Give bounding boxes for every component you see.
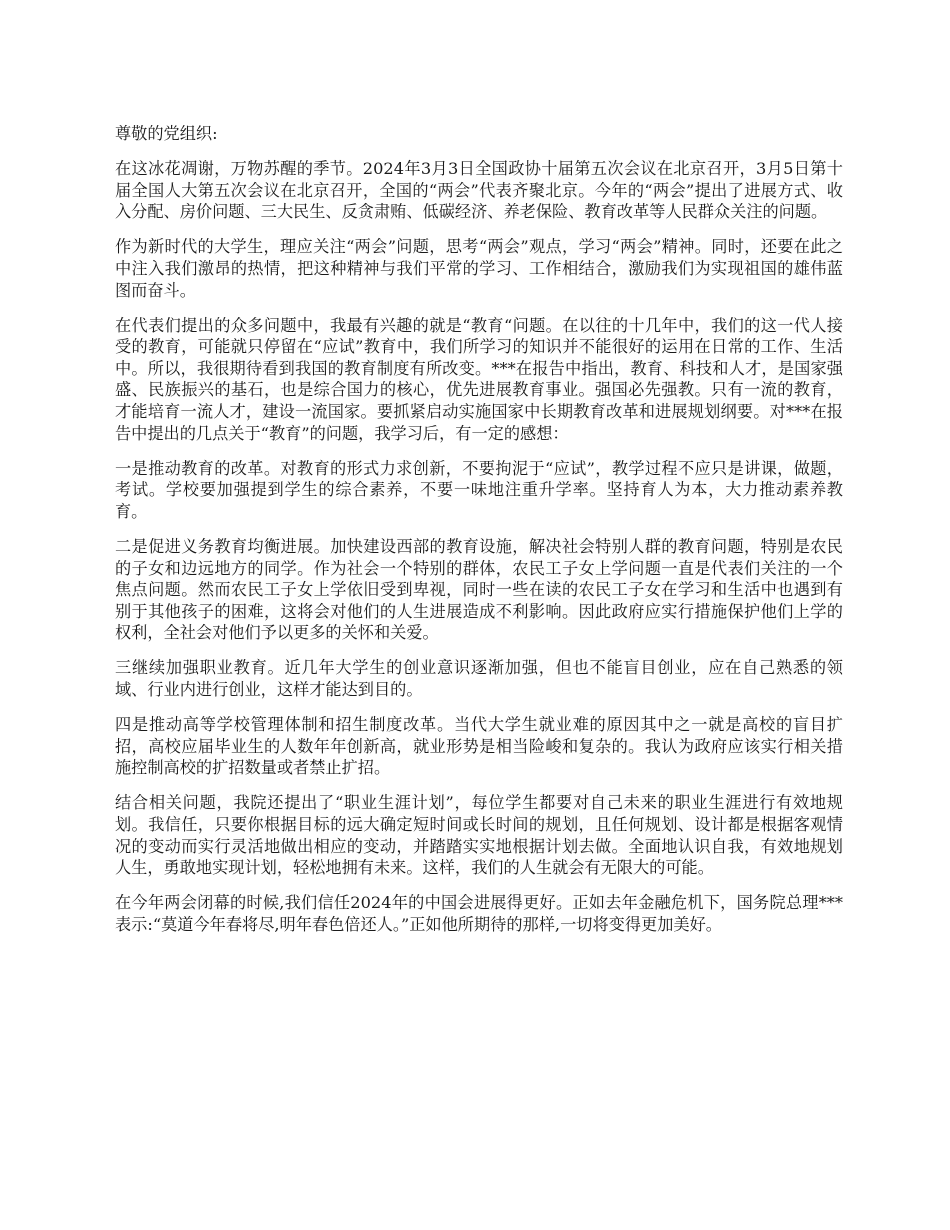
paragraph-intro: 在这冰花凋谢，万物苏醒的季节。2024年3月3日全国政协十届第五次会议在北京召开，3月5日第十届全国人大第五次会议在北京召开，全国的“两会”代表齐聚北京。今年的“两会”提出了进展方式、收入分配、房价问题、三大民生、反贪肃贿、低碳经济、养老保险、教育改革等人民群众关注的问题。 — [115, 159, 843, 222]
document-page — [115, 123, 843, 949]
paragraph-point-three: 三继续加强职业教育。近几年大学生的创业意识逐渐加强，但也不能盲目创业，应在自己熟悉的领域、行业内进行创业，这样才能达到目的。 — [115, 658, 843, 700]
paragraph-student-role: 作为新时代的大学生，理应关注“两会”问题，思考“两会”观点，学习“两会”精神。同时，还要在此之中注入我们激昂的热情，把这种精神与我们平常的学习、工作相结合，激励我们为实现祖国的雄伟蓝图而奋斗。 — [115, 237, 843, 300]
paragraph-point-two: 二是促进义务教育均衡进展。加快建设西部的教育设施，解决社会特别人群的教育问题，特别是农民的子女和边远地方的同学。作为社会一个特别的群体，农民工子女上学问题一直是代表们关注的一个焦点问题。然而农民工子女上学依旧受到卑视，同时一些在读的农民工子女在学习和生活中也遇到有别于其他孩子的困难，这将会对他们的人生进展造成不利影响。因此政府应实行措施保护他们上学的权利，全社会对他们予以更多的关怀和关爱。 — [115, 537, 843, 643]
paragraph-point-four: 四是推动高等学校管理体制和招生制度改革。当代大学生就业难的原因其中之一就是高校的盲目扩招，高校应届毕业生的人数年年创新高，就业形势是相当险峻和复杂的。我认为政府应该实行相关措施控制高校的扩招数量或者禁止扩招。 — [115, 715, 843, 778]
paragraph-career-plan: 结合相关问题，我院还提出了“职业生涯计划”，每位学生都要对自己未来的职业生涯进行有效地规划。我信任，只要你根据目标的远大确定短时间或长时间的规划，且任何规划、设计都是根据客观情况的变动而实行灵活地做出相应的变动，并踏踏实实地根据计划去做。全面地认识自我，有效地规划人生，勇敢地实现计划，轻松地拥有未来。这样，我们的人生就会有无限大的可能。 — [115, 793, 843, 878]
paragraph-education-interest: 在代表们提出的众多问题中，我最有兴趣的就是“教育“问题。在以往的十几年中，我们的这一代人接受的教育，可能就只停留在“应试”教育中，我们所学习的知识并不能很好的运用在日常的工作、生活中。所以，我很期待看到我国的教育制度有所改变。***在报告中指出，教育、科技和人才，是国家强盛、民族振兴的基石，也是综合国力的核心，优先进展教育事业。强国必先强教。只有一流的教育，才能培育一流人才，建设一流国家。要抓紧启动实施国家中长期教育改革和进展规划纲要。对***在报告中提出的几点关于“教育”的问题，我学习后，有一定的感想： — [115, 315, 843, 443]
salutation: 尊敬的党组织: — [115, 124, 218, 143]
paragraph-point-one: 一是推动教育的改革。对教育的形式力求创新，不要拘泥于“应试”，教学过程不应只是讲课，做题，考试。学校要加强提到学生的综合素养，不要一味地注重升学率。坚持育人为本，大力推动素养教育。 — [115, 458, 843, 521]
paragraph-closing: 在今年两会闭幕的时候,我们信任2024年的中国会进展得更好。正如去年金融危机下，国务院总理***表示:“莫道今年春将尽,明年春色倍还人。”正如他所期待的那样,一切将变得更加美好。 — [115, 893, 843, 934]
